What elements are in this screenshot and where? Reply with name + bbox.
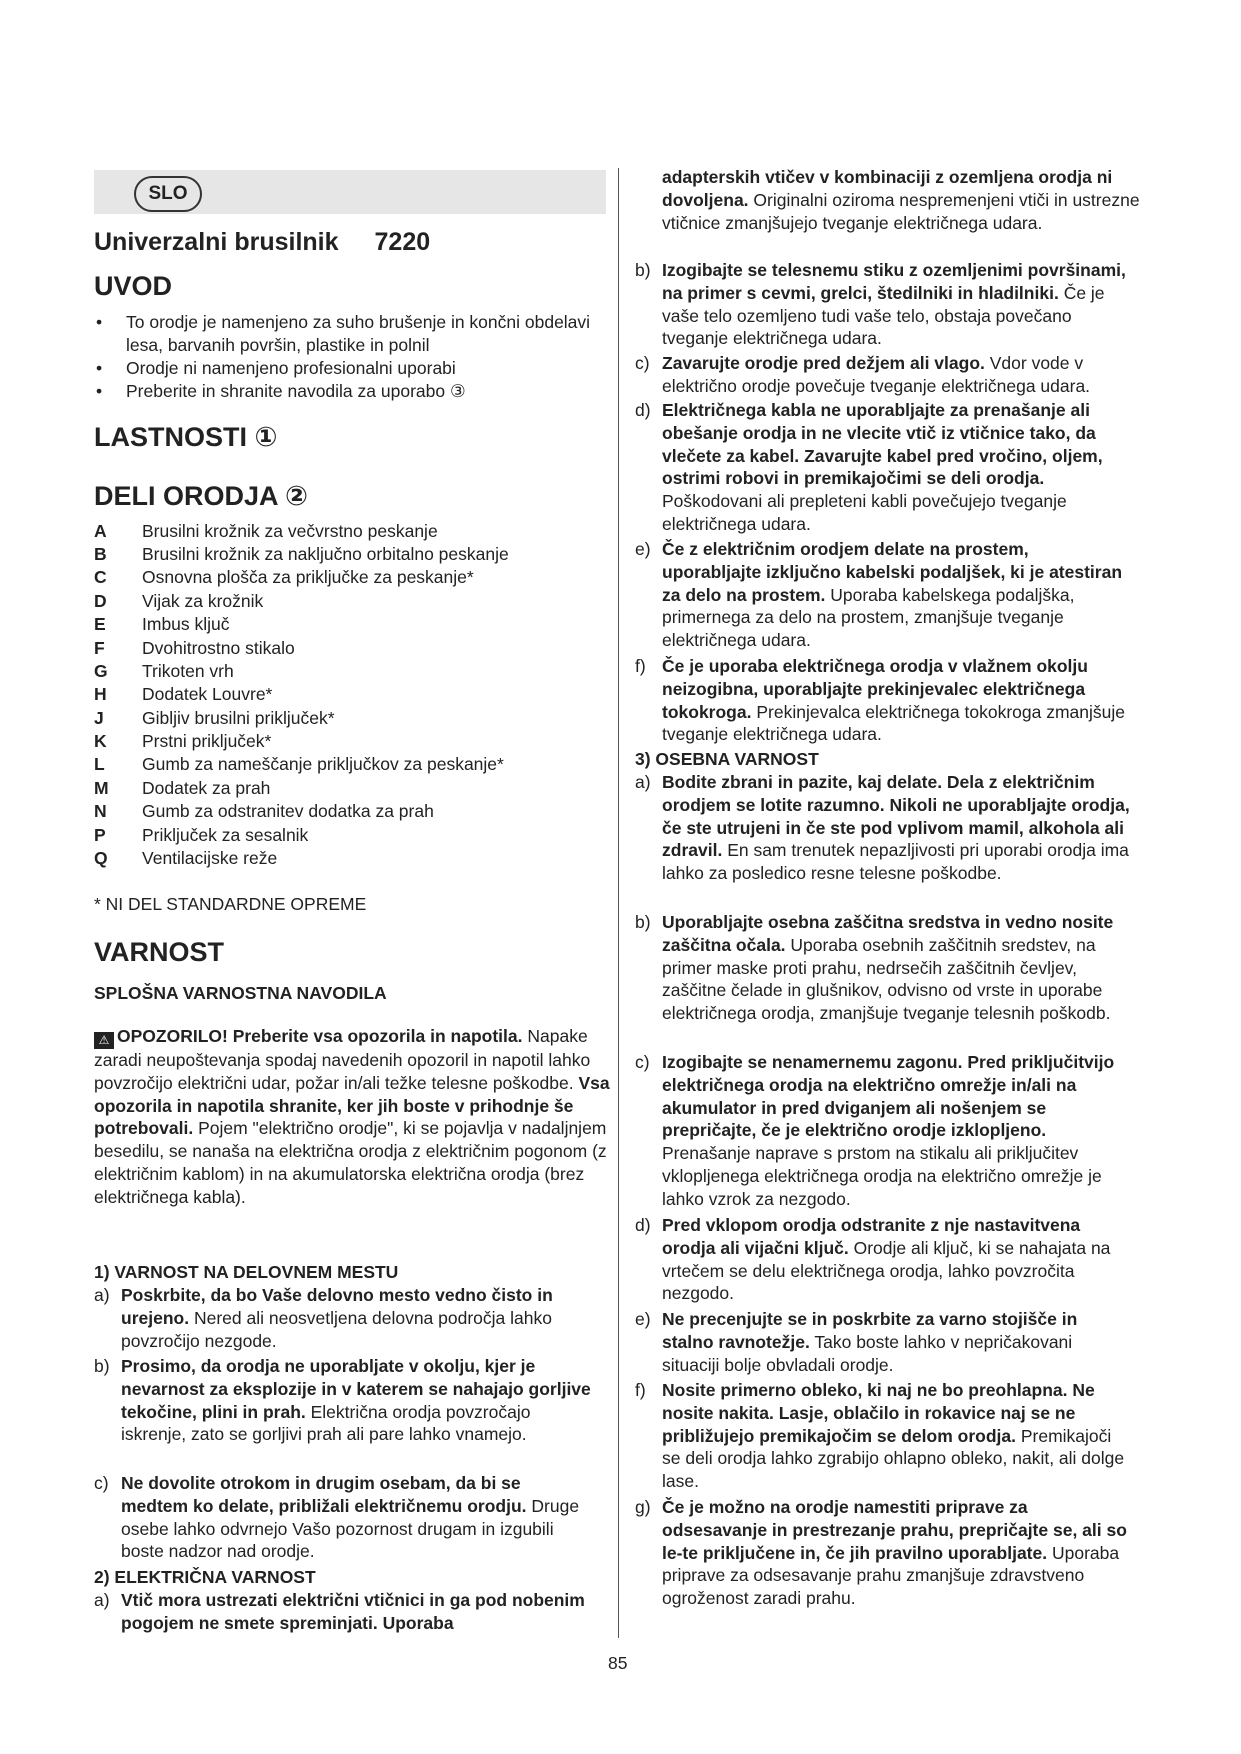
column-divider [618,168,619,1638]
page-number: 85 [608,1653,628,1673]
varnost-subheading: SPLOŠNA VARNOSTNA NAVODILA [94,983,387,1003]
sec1-heading: 1) VARNOST NA DELOVNEM MESTU [94,1262,399,1282]
uvod-heading: UVOD [94,271,173,301]
language-badge: SLO [134,176,202,212]
deli-heading: DELI ORODJA ② [94,481,308,511]
parts-footnote: * NI DEL STANDARDNE OPREME [94,894,367,914]
sec2-item-a-continued: adapterskih vtičev v kombinaciji z ozemljena orodja ni dovoljena. Originalni oziroma nespremenjeni vtiči in ustrezne vtičnice zmanjšujejo tveganje električnega udara. [662,167,1140,233]
sec2-heading: 2) ELEKTRIČNA VARNOST [94,1567,316,1587]
uvod-bullet: • To orodje je namenjeno za suho brušenje in končni obdelavi lesa, barvanih površin, plastike in polnil [96,312,591,355]
uvod-bullet: • Preberite in shranite navodila za uporabo ③ [96,381,466,401]
sec3-heading: 3) OSEBNA VARNOST [635,749,819,769]
varnost-heading: VARNOST [94,937,225,967]
model-number: 7220 [374,228,431,256]
product-title: Univerzalni brusilnik 7220 [94,228,431,256]
general-warning: ⚠ OPOZORILO! Preberite vsa opozorila in napotila. Napake zaradi neupoštevanja spodaj navedenih opozoril in napotil lahko povzročijo električni udar, požar in/ali težke telesne poškodbe. Vsa opozorila in napotila shranite, ker jih boste v prihodnje še potrebovali. Pojem "električno orodje", ki se pojavlja v nadaljnjem besedilu, se nanaša na električna orodja z električnim pogonom (z električnim kablom) in na akumulatorska električna orodja (brez električnega kabla). [94,1026,610,1207]
warning-icon: ⚠ [94,1032,114,1049]
uvod-bullet: • Orodje ni namenjeno profesionalni uporabi [96,358,456,378]
lastnosti-heading: LASTNOSTI ① [94,422,278,452]
